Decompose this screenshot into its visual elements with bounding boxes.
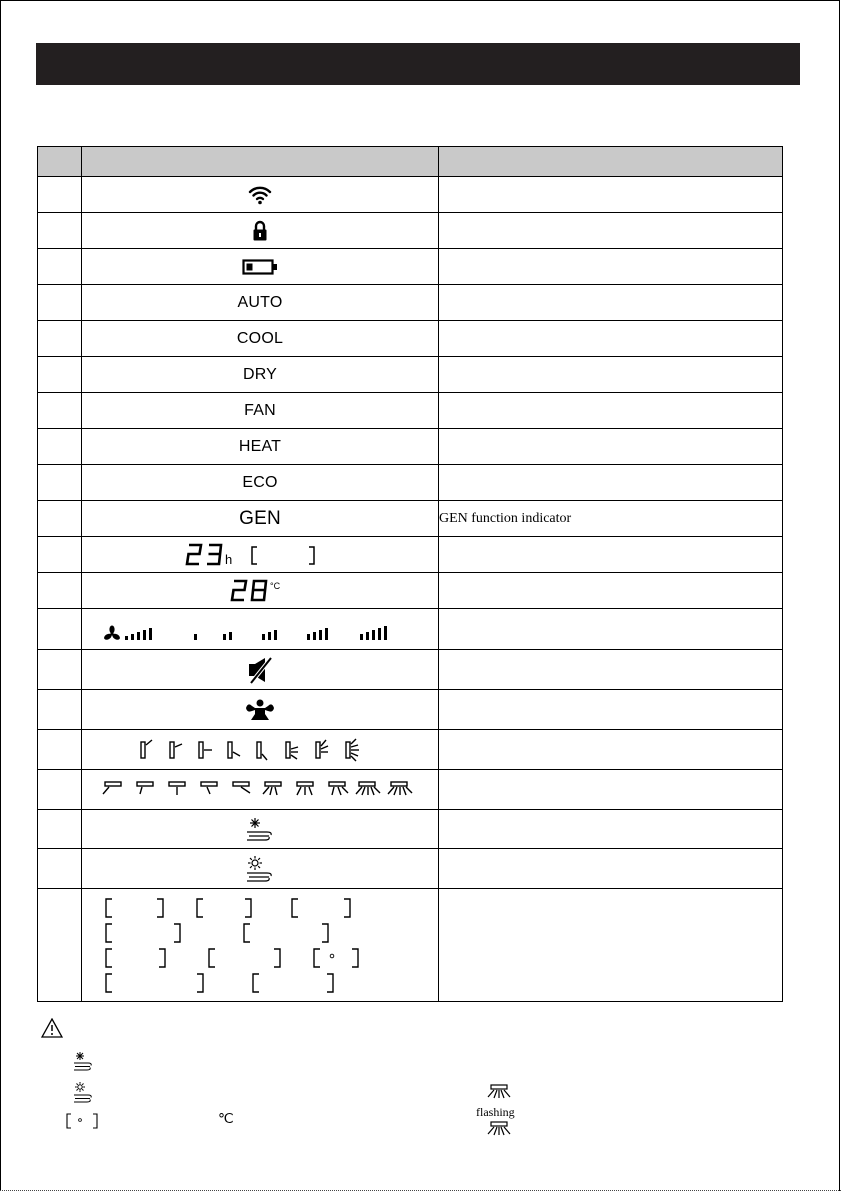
page-bottom-rule: [0, 1190, 841, 1191]
fan-label: FAN: [244, 401, 276, 419]
cool-label: COOL: [236, 329, 284, 347]
cool-airflow-small-icon: [72, 1050, 94, 1072]
table-row: [38, 573, 783, 609]
temperature-digits-icon: [230, 578, 290, 604]
table-row: [38, 429, 783, 465]
louver-swing-flashing-icon: [484, 1119, 514, 1141]
table-row: [38, 501, 783, 537]
table-row: [38, 321, 783, 357]
warning-triangle-icon: [41, 1018, 63, 1038]
table-row: [38, 465, 783, 501]
table-row: [38, 249, 783, 285]
degree-celsius-symbol: ℃: [218, 1112, 234, 1127]
mute-icon: [247, 656, 273, 684]
battery-icon: [242, 258, 278, 276]
indicator-table: [37, 146, 783, 1002]
table-row: [38, 889, 783, 1002]
gen-description: GEN function indicator: [439, 501, 783, 537]
table-row: [38, 730, 783, 770]
table-header-row: [38, 147, 783, 177]
table-row: [38, 213, 783, 249]
flashing-label: flashing: [476, 1105, 515, 1119]
gen-label: GEN: [239, 507, 281, 529]
cool-airflow-icon: [243, 815, 277, 843]
dry-label: DRY: [242, 365, 278, 383]
table-row: [38, 849, 783, 889]
header-description: [439, 147, 783, 177]
svg-text:°C: °C: [270, 580, 281, 591]
heat-label: HEAT: [238, 437, 282, 455]
table-row: [38, 285, 783, 321]
degree-bracket-small-icon: [62, 1111, 102, 1131]
bracket-segments-icon: [102, 893, 402, 998]
lock-icon: [252, 220, 268, 242]
table-row: [38, 770, 783, 810]
notes-section: [0, 1015, 841, 1185]
fan-speed-bars-icon: [100, 614, 420, 644]
auto-label: AUTO: [237, 293, 283, 311]
timer-digits-icon: [185, 542, 335, 568]
eco-label: ECO: [242, 473, 278, 491]
table-row: [38, 650, 783, 690]
wifi-icon: [248, 185, 272, 205]
turbo-strong-icon: [243, 698, 277, 722]
table-row: [38, 690, 783, 730]
heat-airflow-small-icon: [72, 1081, 94, 1103]
hours-unit: h: [225, 551, 233, 567]
louver-swing-small-icon: [484, 1082, 514, 1104]
table-row: [38, 393, 783, 429]
header-no: [38, 147, 82, 177]
vertical-swing-louver-icon: [135, 737, 385, 763]
fan-icon: [103, 626, 121, 642]
table-row: [38, 537, 783, 573]
section-title-bar: [36, 43, 800, 85]
header-indicator: [82, 147, 439, 177]
horizontal-swing-louver-icon: [95, 777, 425, 803]
table-row: [38, 357, 783, 393]
table-row: [38, 609, 783, 650]
table-row: [38, 177, 783, 213]
heat-airflow-icon: [243, 855, 277, 883]
table-row: [38, 810, 783, 849]
